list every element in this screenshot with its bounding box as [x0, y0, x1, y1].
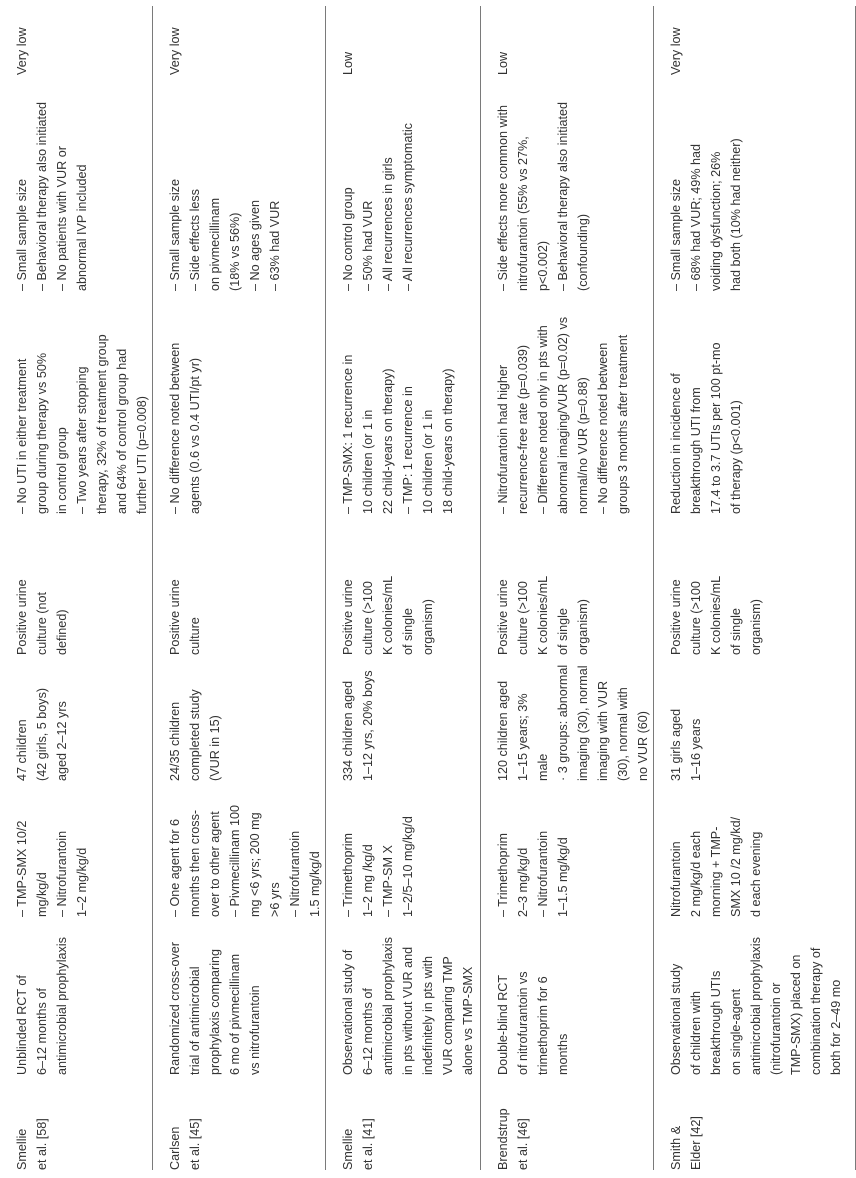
- outcome-cell: Positive urine culture (>100 K colonies/mL of single organism): [326, 514, 481, 655]
- table-row: [481, 6, 654, 1170]
- study-cell: Smellie et al. [41]: [326, 1075, 481, 1170]
- intervention-cell: – Trimethoprim 2–3 mg/kg/d – Nitrofurantoin 1–1.5 mg/kg/d: [481, 781, 654, 917]
- design-cell: Double-blind RCT of nitrofurantoin vs trimethoprim for 6 months: [481, 917, 654, 1075]
- population-cell: 24/35 children completed study (VUR in 15): [153, 655, 326, 781]
- results-cell: – TMP-SMX: 1 recurrence in 10 children (or 1 in 22 child-years on therapy) – TMP: 1 recurrence in 10 children (or 1 in 18 child-years on therapy): [326, 291, 481, 514]
- study-cell: Smith & Elder [42]: [654, 1075, 856, 1170]
- limitations-cell: – Small sample size – Side effects less on pivmecillinam (18% vs 56%) – No ages given – 63% had VUR: [153, 75, 326, 291]
- quality-cell: Low: [481, 6, 654, 75]
- table-row: [326, 6, 481, 1170]
- quality-cell: Very low: [153, 6, 326, 75]
- results-cell: Reduction in incidence of breakthrough UTI from 17.4 to 3.7 UTIs per 100 pt-mo of therapy (p<0.001): [654, 291, 856, 514]
- limitations-cell: – No control group – 50% had VUR – All recurrences in girls – All recurrences symptomatic: [326, 75, 481, 291]
- intervention-cell: Nitrofurantoin 2 mg/kg/d each morning + TMP- SMX 10 /2 mg/kd/ d each evening: [654, 781, 856, 917]
- design-cell: Unblinded RCT of 6–12 months of antimicrobial prophylaxis: [0, 917, 153, 1075]
- quality-cell: Very low: [0, 6, 153, 75]
- design-cell: Observational study of 6–12 months of antimicrobial prophylaxis in pts without VUR and indefinitely in pts with VUR comparing TMP alone vs TMP-SMX: [326, 917, 481, 1075]
- outcome-cell: Positive urine culture: [153, 514, 326, 655]
- outcome-cell: Positive urine culture (>100 K colonies/mL of single organism): [654, 514, 856, 655]
- population-cell: 31 girls aged 1–16 years: [654, 655, 856, 781]
- limitations-cell: – Side effects more common with nitrofurantoin (55% vs 27%, p<0.002) – Behavioral therapy also initiated (confounding): [481, 75, 654, 291]
- intervention-cell: – TMP-SMX 10/2 mg/kg/d – Nitrofurantoin 1–2 mg/kg/d: [0, 781, 153, 917]
- study-cell: Brendstrup et al. [46]: [481, 1075, 654, 1170]
- population-cell: 334 children aged 1–12 yrs, 20% boys: [326, 655, 481, 781]
- outcome-cell: Positive urine culture (>100 K colonies/mL of single organism): [481, 514, 654, 655]
- quality-cell: Very low: [654, 6, 856, 75]
- design-cell: Randomized cross-over trial of antimicrobial prophylaxis comparing 6 mo of pivmecillinam vs nitrofurantoin: [153, 917, 326, 1075]
- intervention-cell: – One agent for 6 months then cross- over to other agent – Pivmecillinam 100 mg <6 yrs; 200 mg >6 yrs – Nitrofurantoin 1.5 mg/kg/d: [153, 781, 326, 917]
- limitations-cell: – Small sample size – 68% had VUR; 49% had voiding dysfunction; 26% had both (10% had neither): [654, 75, 856, 291]
- limitations-cell: – Small sample size – Behavioral therapy also initiated – No patients with VUR or abnormal IVP included: [0, 75, 153, 291]
- study-cell: Carlsen et al. [45]: [153, 1075, 326, 1170]
- results-cell: – No difference noted between agents (0.6 vs 0.4 UTI/pt yr): [153, 291, 326, 514]
- table-row: [654, 6, 856, 1170]
- results-cell: – Nitrofurantoin had higher recurrence-free rate (p=0.039) – Difference noted only in pts with abnormal imaging/VUR (p=0.02) vs normal/no VUR (p=0.88) – No difference noted between groups 3 months after treatment: [481, 291, 654, 514]
- population-cell: 47 children (42 girls, 5 boys) aged 2–12 yrs: [0, 655, 153, 781]
- quality-cell: Low: [326, 6, 481, 75]
- study-cell: Smellie et al. [58]: [0, 1075, 153, 1170]
- table-row: [153, 6, 326, 1170]
- intervention-cell: – Trimethoprim 1–2 mg /kg/d – TMP-SM X 1–2/5–10 mg/kg/d: [326, 781, 481, 917]
- design-cell: Observational study of children with breakthrough UTIs on single-agent antimicrobial prophylaxis (nitrofurantoin or TMP-SMX) placed on combination therapy of both for 2–49 mo: [654, 917, 856, 1075]
- results-cell: – No UTI in either treatment group during therapy vs 50% in control group – Two years after stopping therapy, 32% of treatment group and 64% of control group had further UTI (p=0.008): [0, 291, 153, 514]
- outcome-cell: Positive urine culture (not defined): [0, 514, 153, 655]
- population-cell: 120 children aged 1–15 years; 3% male · 3 groups: abnormal imaging (30), normal imaging with VUR (30), normal with no VUR (60): [481, 655, 654, 781]
- table-row: [0, 6, 153, 1170]
- evidence-table: [0, 6, 856, 1170]
